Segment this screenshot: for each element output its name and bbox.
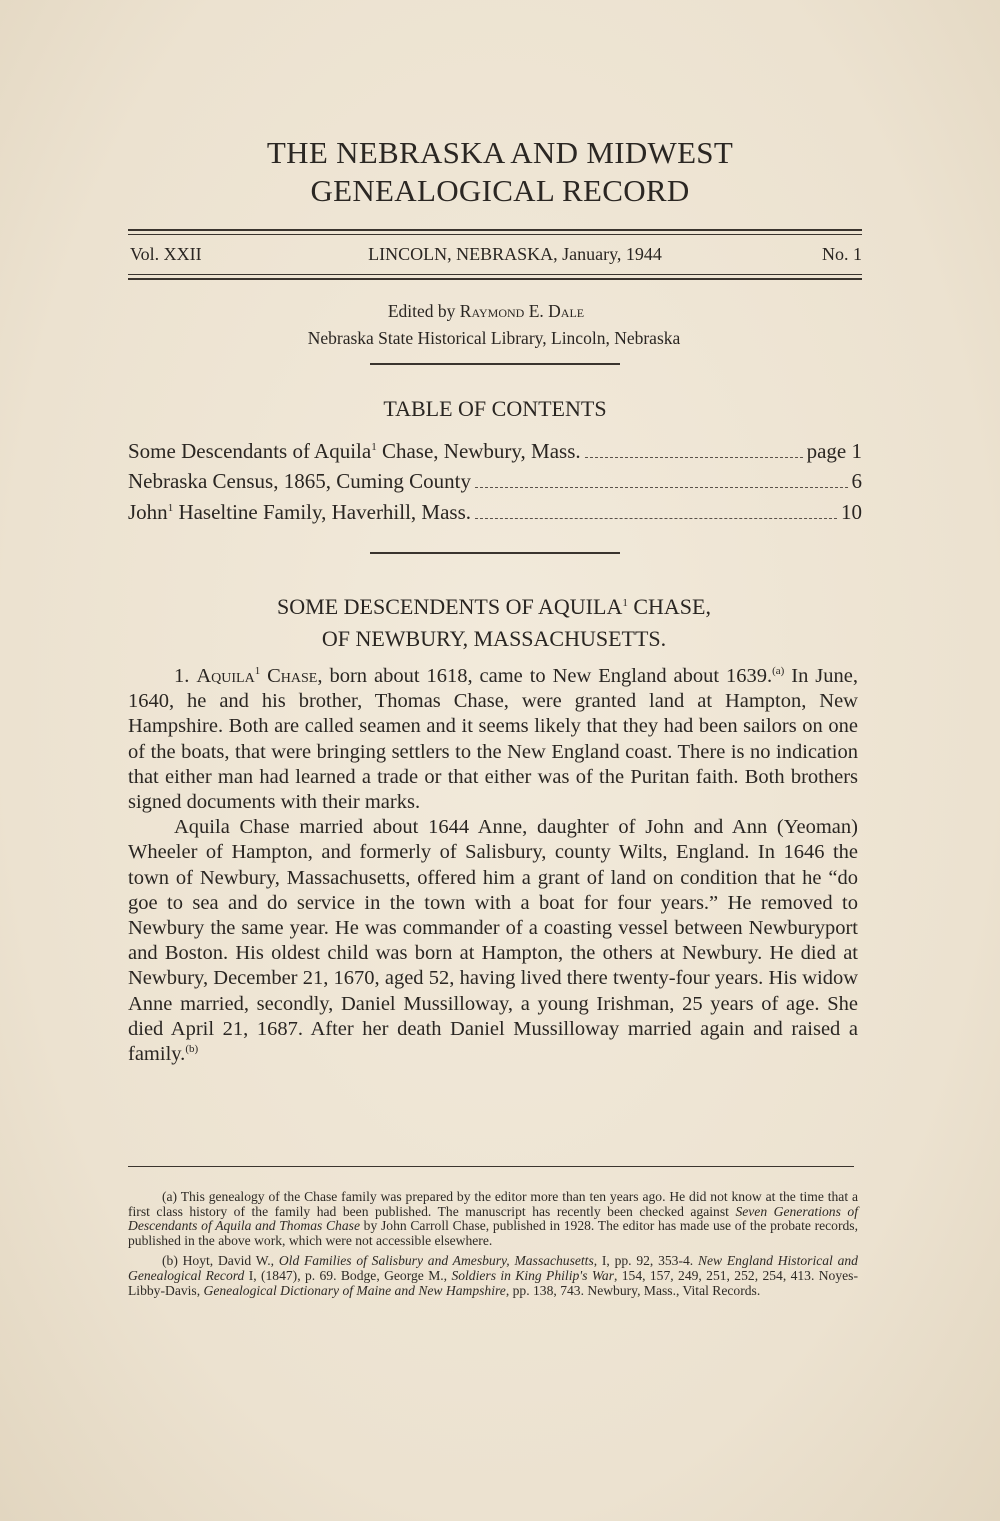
editor-affiliation: Nebraska State Historical Library, Lincoln, Nebraska [307, 328, 681, 348]
toc-leader-dots [585, 457, 803, 458]
article-body [128, 664, 858, 1067]
footnote-b: (b) Hoyt, David W., Old Families of Salisbury and Amesbury, Massachusetts, I, pp. 92, 353-4. New England Historical and Genealogical Record I, (1847), p. 69. Bodge, George M., Soldiers in King Philip's War, 154, 157, 249, 251, 252, 254, 413. Noyes-Libby-Davis, Genealogical Dictionary of Maine and New Hampshire, pp. 138, 743. Newbury, Mass., Vital Records. [128, 1253, 858, 1298]
toc-entry[interactable] [128, 436, 862, 466]
editor-prefix: Edited by [387, 301, 456, 321]
section-divider-1 [370, 363, 620, 365]
toc-entry-title: Nebraska Census, 1865, Cuming County [128, 469, 471, 493]
article-heading-line-2: OF NEWBURY, MASSACHUSETTS. [321, 626, 667, 651]
journal-title-line-1: THE NEBRASKA AND MIDWEST [266, 135, 734, 170]
masthead-rule-top [128, 229, 862, 231]
toc-heading: TABLE OF CONTENTS [383, 396, 607, 421]
paragraph-2: Aquila Chase married about 1644 Anne, daughter of John and Ann (Yeoman) Wheeler of Hampton, and formerly of Salisbury, county Wilts, England. In 1646 the town of Newbury, Massachusetts, offered him a grant of land on condition that he “do goe to sea and do service in the town with a boat for four years.” He removed to Newbury the same year. He was commander of a coasting vessel between Newburyport and Boston. His oldest child was born at Hampton, the others at Newbury. He died at Newbury, December 21, 1670, aged 52, having lived there twenty-four years. His widow Anne married, secondly, Daniel Mussilloway, a young Irishman, 25 years of age. She died April 21, 1687. After her death Daniel Mussilloway married again and raised a family.$^{(b)}$ [128, 816, 858, 1066]
person-name: Aquila$^1$ Chase [196, 665, 318, 687]
toc-entry-page: 6 [851, 469, 862, 493]
masthead-rule-bottom-thin [128, 274, 862, 275]
paragraph-1: 1. Aquila$^1$ Chase, born about 1618, came to New England about 1639.$^{(a)}$ In June, 1640, he and his brother, Thomas Chase, were granted land at Hampton, New Hampshire. Both are called seamen and it seems likely that they had been sailors on one of the boats, that were bringing settlers to the New England coast. There is no indication that either man had learned a trade or that either was of the Puritan faith. Both brothers signed documents with their marks. [128, 665, 859, 814]
toc-leader-dots [475, 518, 837, 519]
issue-number: No. 1 [822, 244, 862, 264]
editor-name: Raymond E. Dale [459, 301, 585, 321]
toc-entry-title: Some Descendants of Aquila$^1$ Chase, Newbury, Mass. [128, 439, 581, 463]
toc-entry-page: page 1 [806, 439, 862, 463]
place-date: LINCOLN, NEBRASKA, January, 1944 [368, 244, 662, 264]
volume-label: Vol. XXII [130, 244, 202, 264]
masthead-rule-top-thin [128, 234, 862, 235]
footnote-a: (a) This genealogy of the Chase family was prepared by the editor more than ten years ago. He did not know at the time that a first class history of the family had been published. The manuscript has recently been checked against Seven Generations of Descendants of Aquila and Thomas Chase by John Carroll Chase, published in 1928. The editor has made use of the probate records, published in the above work, which were not accessible elsewhere. [128, 1189, 858, 1248]
article-heading-line-1: SOME DESCENDENTS OF AQUILA$^1$ CHASE, [277, 594, 711, 619]
footnote-ref-a[interactable]: (a) [772, 665, 785, 677]
footnote-rule [128, 1166, 854, 1167]
editor-line [0, 300, 986, 322]
toc-entry-page: 10 [841, 500, 862, 524]
toc-entry[interactable] [128, 466, 862, 496]
toc-entry[interactable] [128, 497, 862, 527]
footnotes [128, 1190, 858, 1304]
toc-entry-title: John$^1$ Haseltine Family, Haverhill, Mass. [128, 500, 472, 524]
journal-title-line-2: GENEALOGICAL RECORD [310, 173, 690, 208]
footnote-ref-b[interactable]: (b) [185, 1043, 199, 1056]
section-divider-2 [370, 552, 620, 554]
toc-leader-dots [475, 487, 848, 488]
masthead-rule-bottom [128, 278, 862, 280]
